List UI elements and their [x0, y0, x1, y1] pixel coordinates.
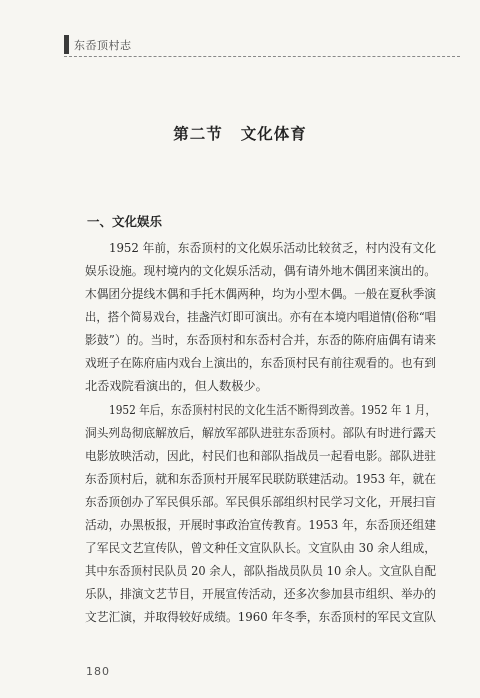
- header-divider: [64, 56, 460, 57]
- paragraph-line: 东岙顶村后，就和东岙顶村开展军民联防联建活动。1953 年，就在: [85, 472, 436, 486]
- paragraph-line: 乐队，排演文艺节目，开展宣传活动，还多次参加县市组织、举办的: [85, 587, 436, 601]
- paragraph-line: 了军民文艺宣传队，曾文种任文宣队队长。文宣队由 30 余人组成，: [85, 541, 436, 555]
- paragraph-line: 洞头列岛彻底解放后，解放军部队进驻东岙顶村。部队有时进行露天: [85, 426, 436, 440]
- paragraph-line: 娱乐设施。现村境内的文化娱乐活动，偶有请外地木偶团来演出的。: [85, 264, 436, 278]
- paragraph-line: 电影放映活动，因此，村民们也和部队指战员一起看电影。部队进驻: [85, 449, 436, 463]
- section-name: 文化体育: [240, 124, 307, 143]
- paragraph-line: 活动，办黑板报，开展时事政治宣传教育。1953 年，东岙顶还组建: [85, 518, 436, 532]
- paragraph-line: 戏班子在陈府庙内戏台上演出的，东岙顶村民有前往观看的。也有到: [85, 356, 436, 370]
- header-marker: [64, 35, 69, 54]
- subsection-heading: 一、文化娱乐: [87, 214, 163, 229]
- paragraph-line: 1952 年后，东岙顶村村民的文化生活不断得到改善。1952 年 1 月，: [109, 403, 436, 417]
- paragraph-line: 其中东岙顶村民队员 20 余人，部队指战员队员 10 余人。文宣队自配: [85, 564, 436, 578]
- header-title: 东岙顶村志: [74, 39, 132, 52]
- paragraph-line: 北岙戏院看演出的，但人数极少。: [85, 379, 268, 393]
- section-title: [0, 122, 480, 144]
- paragraph-line: 东岙顶创办了军民俱乐部。军民俱乐部组织村民学习文化，开展扫盲: [85, 495, 436, 509]
- section-number: 第二节: [173, 124, 223, 143]
- paragraph-line: 木偶团分提线木偶和手托木偶两种，均为小型木偶。一般在夏秋季演: [85, 287, 436, 301]
- page-number: 180: [86, 665, 110, 678]
- paragraph-line: 影鼓”）的。当时，东岙顶村和东岙村合并，东岙的陈府庙偶有请来: [85, 333, 436, 347]
- paragraph-line: 1952 年前，东岙顶村的文化娱乐活动比较贫乏，村内没有文化: [109, 241, 436, 255]
- paragraph-line: 出，搭个简易戏台，挂盏汽灯即可演出。亦有在本境内唱道情(俗称“唱: [85, 310, 436, 324]
- paragraph-line: 文艺汇演，并取得较好成绩。1960 年冬季，东岙顶村的军民文宣队: [85, 610, 436, 624]
